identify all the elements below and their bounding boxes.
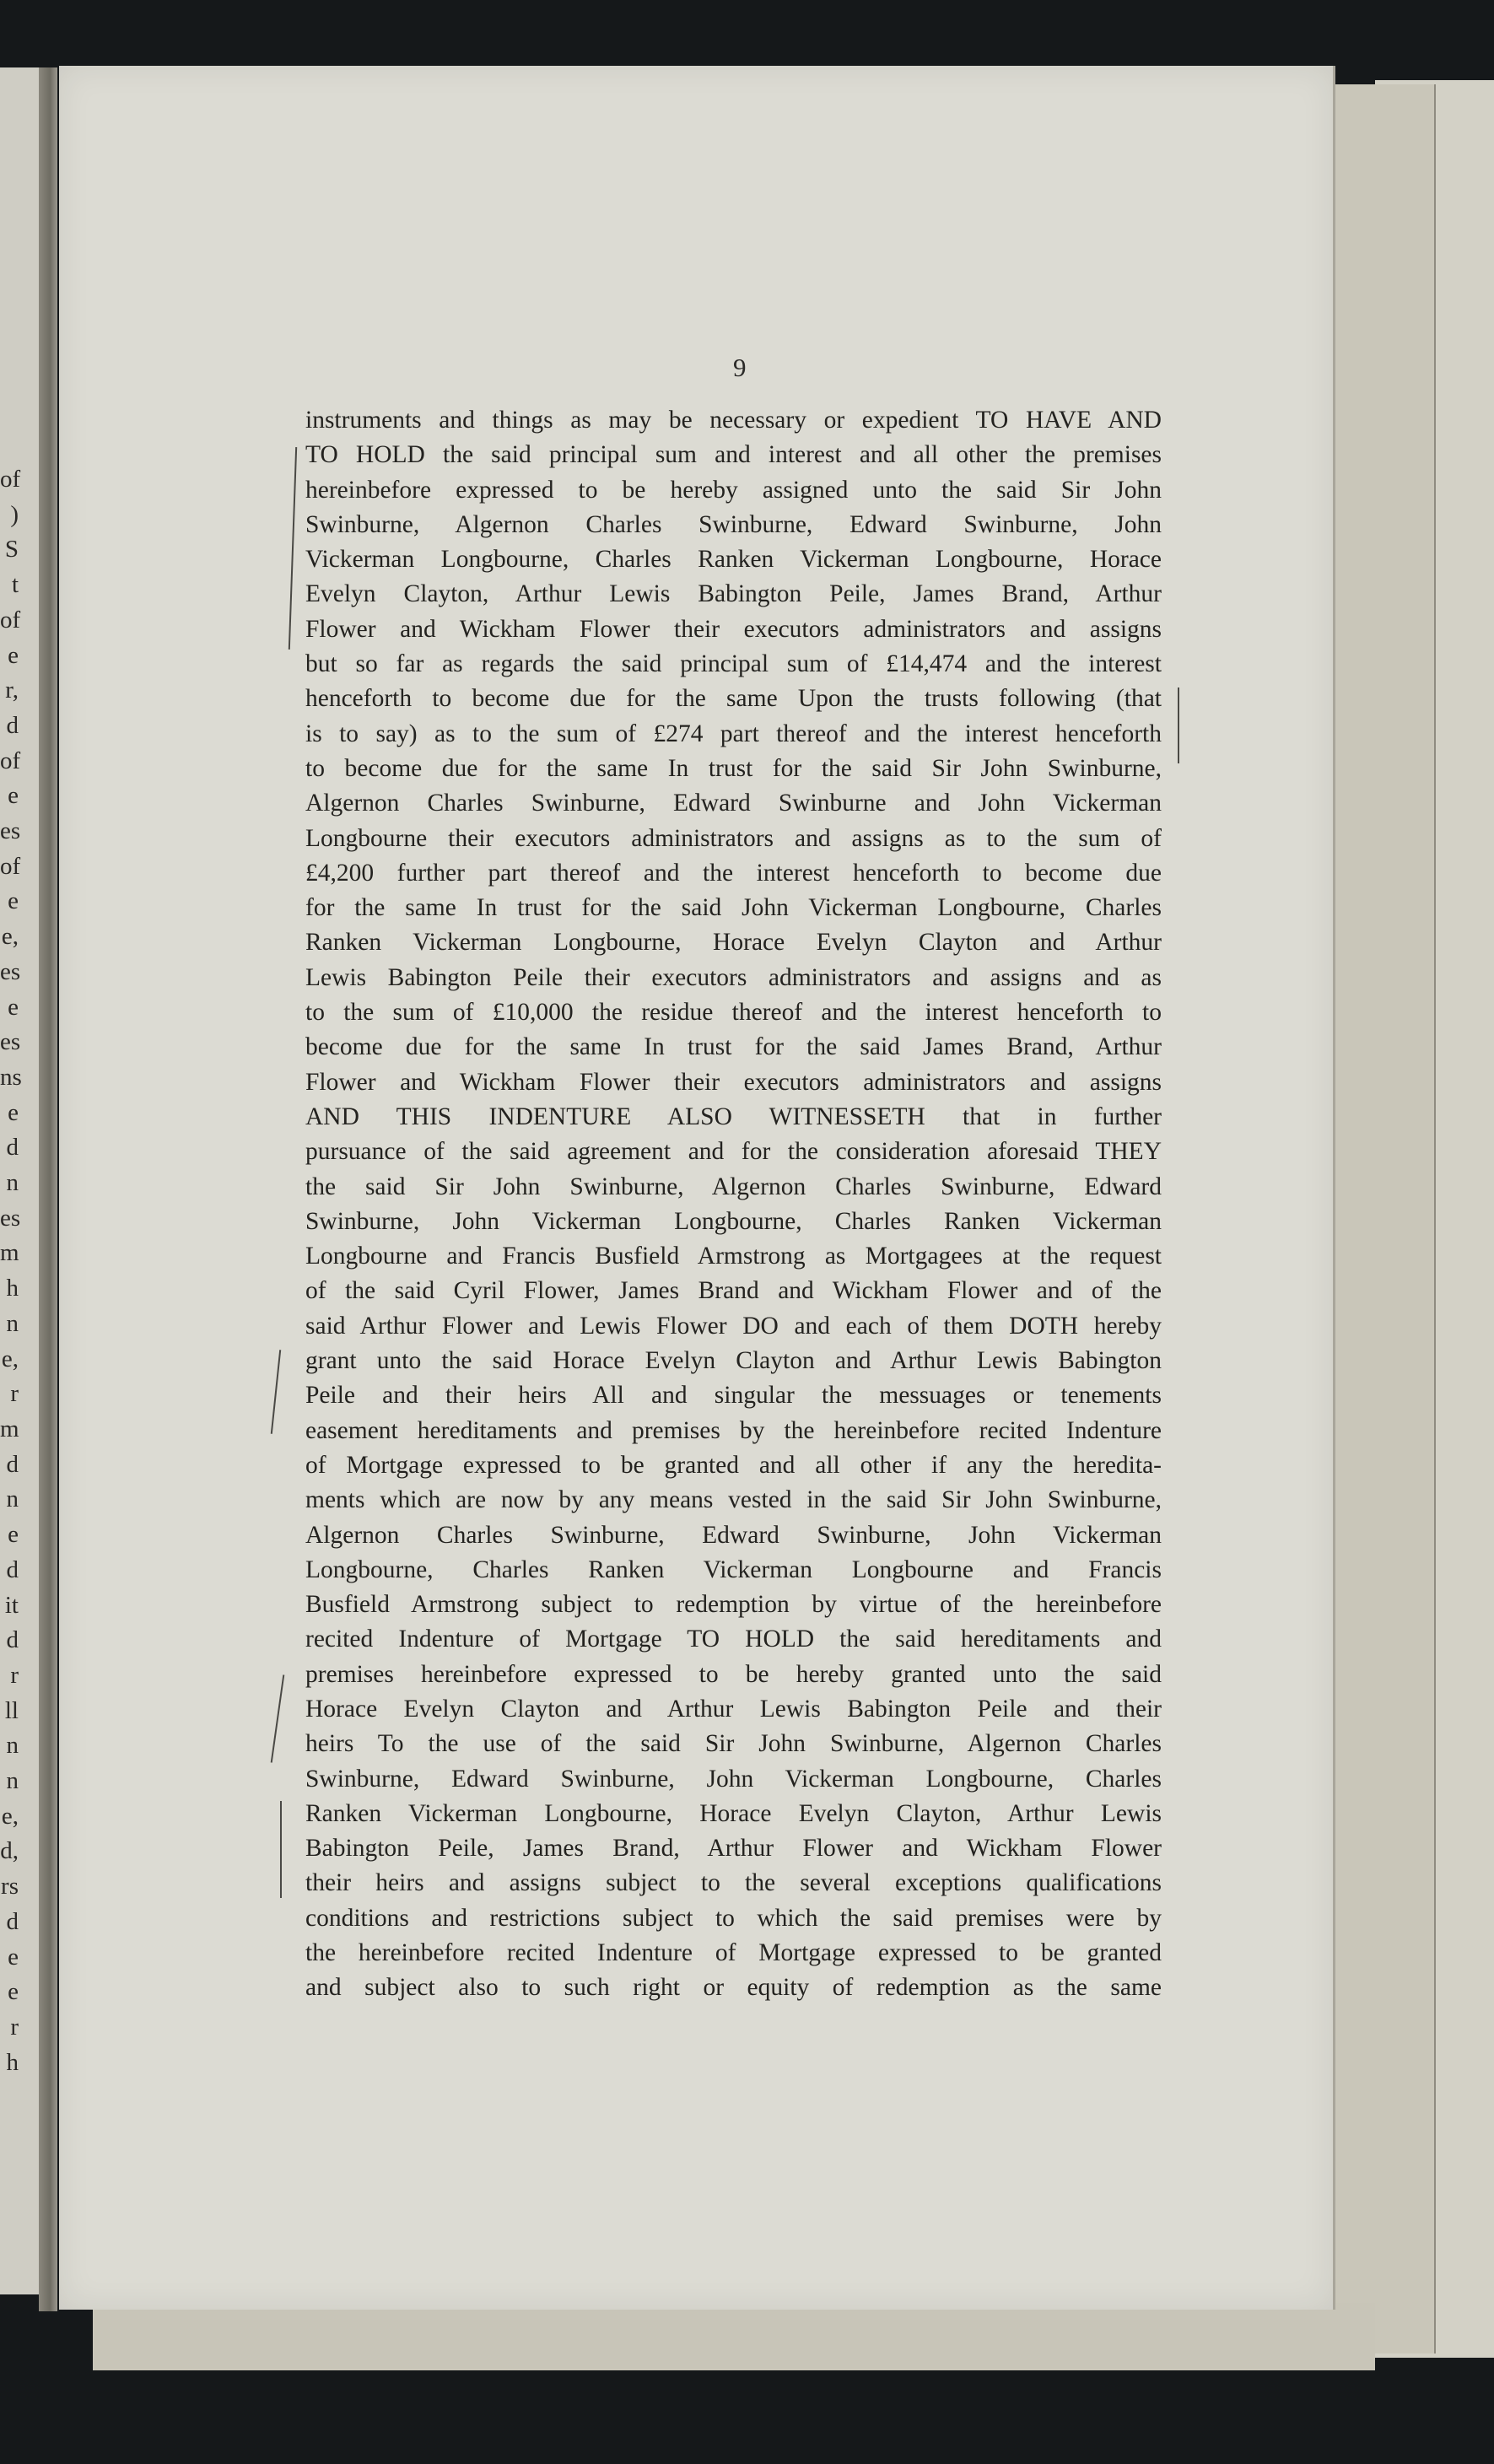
page-number: 9 [733,353,747,382]
text-line: easement hereditaments and premises by the hereinbefore recited Indenture [305,1416,1162,1444]
facing-page-fragment: m [0,1415,19,1442]
facing-page-fragment: t [11,571,19,599]
facing-page-fragment: n [6,1732,19,1760]
facing-page-text-fragments [0,462,22,2080]
facing-page-fragment: of [0,747,21,774]
text-line: Vickerman Longbourne, Charles Ranken Vickerman Longbourne, Horace [305,546,1162,574]
facing-page-fragment: ) [10,500,19,528]
facing-page-fragment: e [8,1521,19,1549]
facing-page-fragment: S [4,536,19,563]
text-line: Swinburne, John Vickerman Longbourne, Charles Ranken Vickerman [305,1207,1162,1235]
facing-page-fragment: d [6,1450,19,1478]
facing-page-fragment: e [8,887,19,915]
facing-page-fragment: e [8,782,19,810]
facing-page-fragment: e [8,1978,19,2006]
text-line: the said Sir John Swinburne, Algernon Charles Swinburne, Edward [305,1173,1162,1200]
margin-pencil-mark [280,1801,282,1898]
text-line: Algernon Charles Swinburne, Edward Swinburne and John Vickerman [305,790,1162,817]
text-line: for the same In trust for the said John Vickerman Longbourne, Charles [305,894,1162,922]
text-line: premises hereinbefore expressed to be hereby granted unto the said [305,1660,1162,1688]
facing-page-fragment: e [8,1943,19,1971]
facing-page-fragment: r, [5,677,19,704]
text-line: Peile and their heirs All and singular the messuages or tenements [305,1382,1162,1410]
facing-page [0,67,42,2294]
margin-pencil-mark [1178,687,1179,763]
text-line: Longbourne, Charles Ranken Vickerman Longbourne and Francis [305,1556,1162,1583]
text-line: instruments and things as may be necessary or expedient TO HAVE AND [305,407,1162,434]
text-line: their heirs and assigns subject to the several exceptions qualifications [305,1869,1162,1897]
facing-page-fragment: n [6,1767,19,1795]
text-line: TO HOLD the said principal sum and interest and all other the premises [305,441,1162,469]
text-line: to the sum of £10,000 the residue thereof and the interest henceforth to [305,999,1162,1027]
text-line: recited Indenture of Mortgage TO HOLD the said hereditaments and [305,1626,1162,1653]
text-line: Longbourne their executors administrators and assigns as to the sum of [305,824,1162,852]
facing-page-fragment: es [0,1028,21,1056]
text-line: heirs To the use of the said Sir John Swinburne, Algernon Charles [305,1730,1162,1758]
text-line: the hereinbefore recited Indenture of Mortgage expressed to be granted [305,1939,1162,1967]
text-line: henceforth to become due for the same Upon the trusts following (that [305,685,1162,713]
text-line: Busfield Armstrong subject to redemption by virtue of the hereinbefore [305,1591,1162,1619]
text-line: pursuance of the said agreement and for the consideration aforesaid THEY [305,1138,1162,1166]
facing-page-fragment: e, [1,923,19,951]
facing-page-fragment: rs [1,1873,19,1901]
text-line: of Mortgage expressed to be granted and all other if any the heredita- [305,1451,1162,1479]
text-line: Flower and Wickham Flower their executors administrators and assigns [305,1068,1162,1096]
facing-page-fragment: e [8,641,19,669]
text-line: Lewis Babington Peile their executors administrators and assigns and as [305,963,1162,991]
facing-page-fragment: r [10,1661,19,1689]
text-line: grant unto the said Horace Evelyn Clayton and Arthur Lewis Babington [305,1347,1162,1375]
facing-page-fragment: ns [0,1063,22,1091]
facing-page-fragment: d [6,1556,19,1583]
text-line: Ranken Vickerman Longbourne, Horace Evelyn Clayton and Arthur [305,929,1162,957]
facing-page-fragment: es [0,817,21,845]
text-line: Babington Peile, James Brand, Arthur Flower and Wickham Flower [305,1835,1162,1863]
facing-page-fragment: of [0,606,21,634]
text-line: ments which are now by any means vested in the said Sir John Swinburne, [305,1486,1162,1514]
text-line: £4,200 further part thereof and the interest henceforth to become due [305,859,1162,887]
facing-page-fragment: m [0,1239,19,1267]
facing-page-fragment: n [6,1309,19,1337]
facing-page-fragment: e [8,993,19,1021]
text-line: Swinburne, Algernon Charles Swinburne, Edward Swinburne, John [305,510,1162,538]
text-line: is to say) as to the sum of £274 part thereof and the interest henceforth [305,720,1162,747]
text-line: conditions and restrictions subject to which the said premises were by [305,1904,1162,1932]
facing-page-fragment: d [6,1907,19,1935]
text-line: said Arthur Flower and Lewis Flower DO and each of them DOTH hereby [305,1312,1162,1340]
text-line: become due for the same In trust for the said James Brand, Arthur [305,1033,1162,1061]
text-line: Horace Evelyn Clayton and Arthur Lewis Babington Peile and their [305,1695,1162,1723]
book-gutter [39,67,57,2311]
facing-page-fragment: n [6,1485,19,1513]
text-line: Algernon Charles Swinburne, Edward Swinburne, John Vickerman [305,1521,1162,1549]
document-body-text [305,403,1162,2006]
text-line: hereinbefore expressed to be hereby assigned unto the said Sir John [305,476,1162,504]
facing-page-fragment: d, [0,1837,19,1865]
facing-page-fragment: e [8,1098,19,1126]
text-line: Longbourne and Francis Busfield Armstrong as Mortgagees at the request [305,1243,1162,1270]
text-line: of the said Cyril Flower, James Brand and Wickham Flower and of the [305,1277,1162,1305]
facing-page-fragment: ll [4,1696,19,1724]
text-line: Flower and Wickham Flower their executors administrators and assigns [305,615,1162,643]
facing-page-fragment: r [10,1380,19,1408]
facing-page-fragment: r [10,2013,19,2041]
facing-page-fragment: d [6,1134,19,1162]
text-line: but so far as regards the said principal sum of £14,474 and the interest [305,650,1162,678]
facing-page-fragment: h [6,2048,19,2076]
facing-page-fragment: of [0,852,21,880]
facing-page-fragment: h [6,1275,19,1302]
text-line: AND THIS INDENTURE ALSO WITNESSETH that in further [305,1103,1162,1130]
text-line: Swinburne, Edward Swinburne, John Vickerman Longbourne, Charles [305,1765,1162,1793]
facing-page-fragment: e, [1,1345,19,1372]
facing-page-fragment: d [6,1626,19,1654]
facing-page-fragment: it [4,1591,19,1619]
facing-page-fragment: n [6,1169,19,1197]
text-line: Ranken Vickerman Longbourne, Horace Evelyn Clayton, Arthur Lewis [305,1799,1162,1827]
underlying-page-bottom [93,2303,1375,2370]
text-line: and subject also to such right or equity of redemption as the same [305,1974,1162,2002]
facing-page-fragment: es [0,1204,21,1232]
text-line: to become due for the same In trust for the said Sir John Swinburne, [305,754,1162,782]
facing-page-fragment: d [6,711,19,739]
facing-page-fragment: es [0,957,21,985]
facing-page-fragment: e, [1,1802,19,1830]
facing-page-fragment: of [0,466,21,493]
text-line: Evelyn Clayton, Arthur Lewis Babington Peile, James Brand, Arthur [305,580,1162,608]
